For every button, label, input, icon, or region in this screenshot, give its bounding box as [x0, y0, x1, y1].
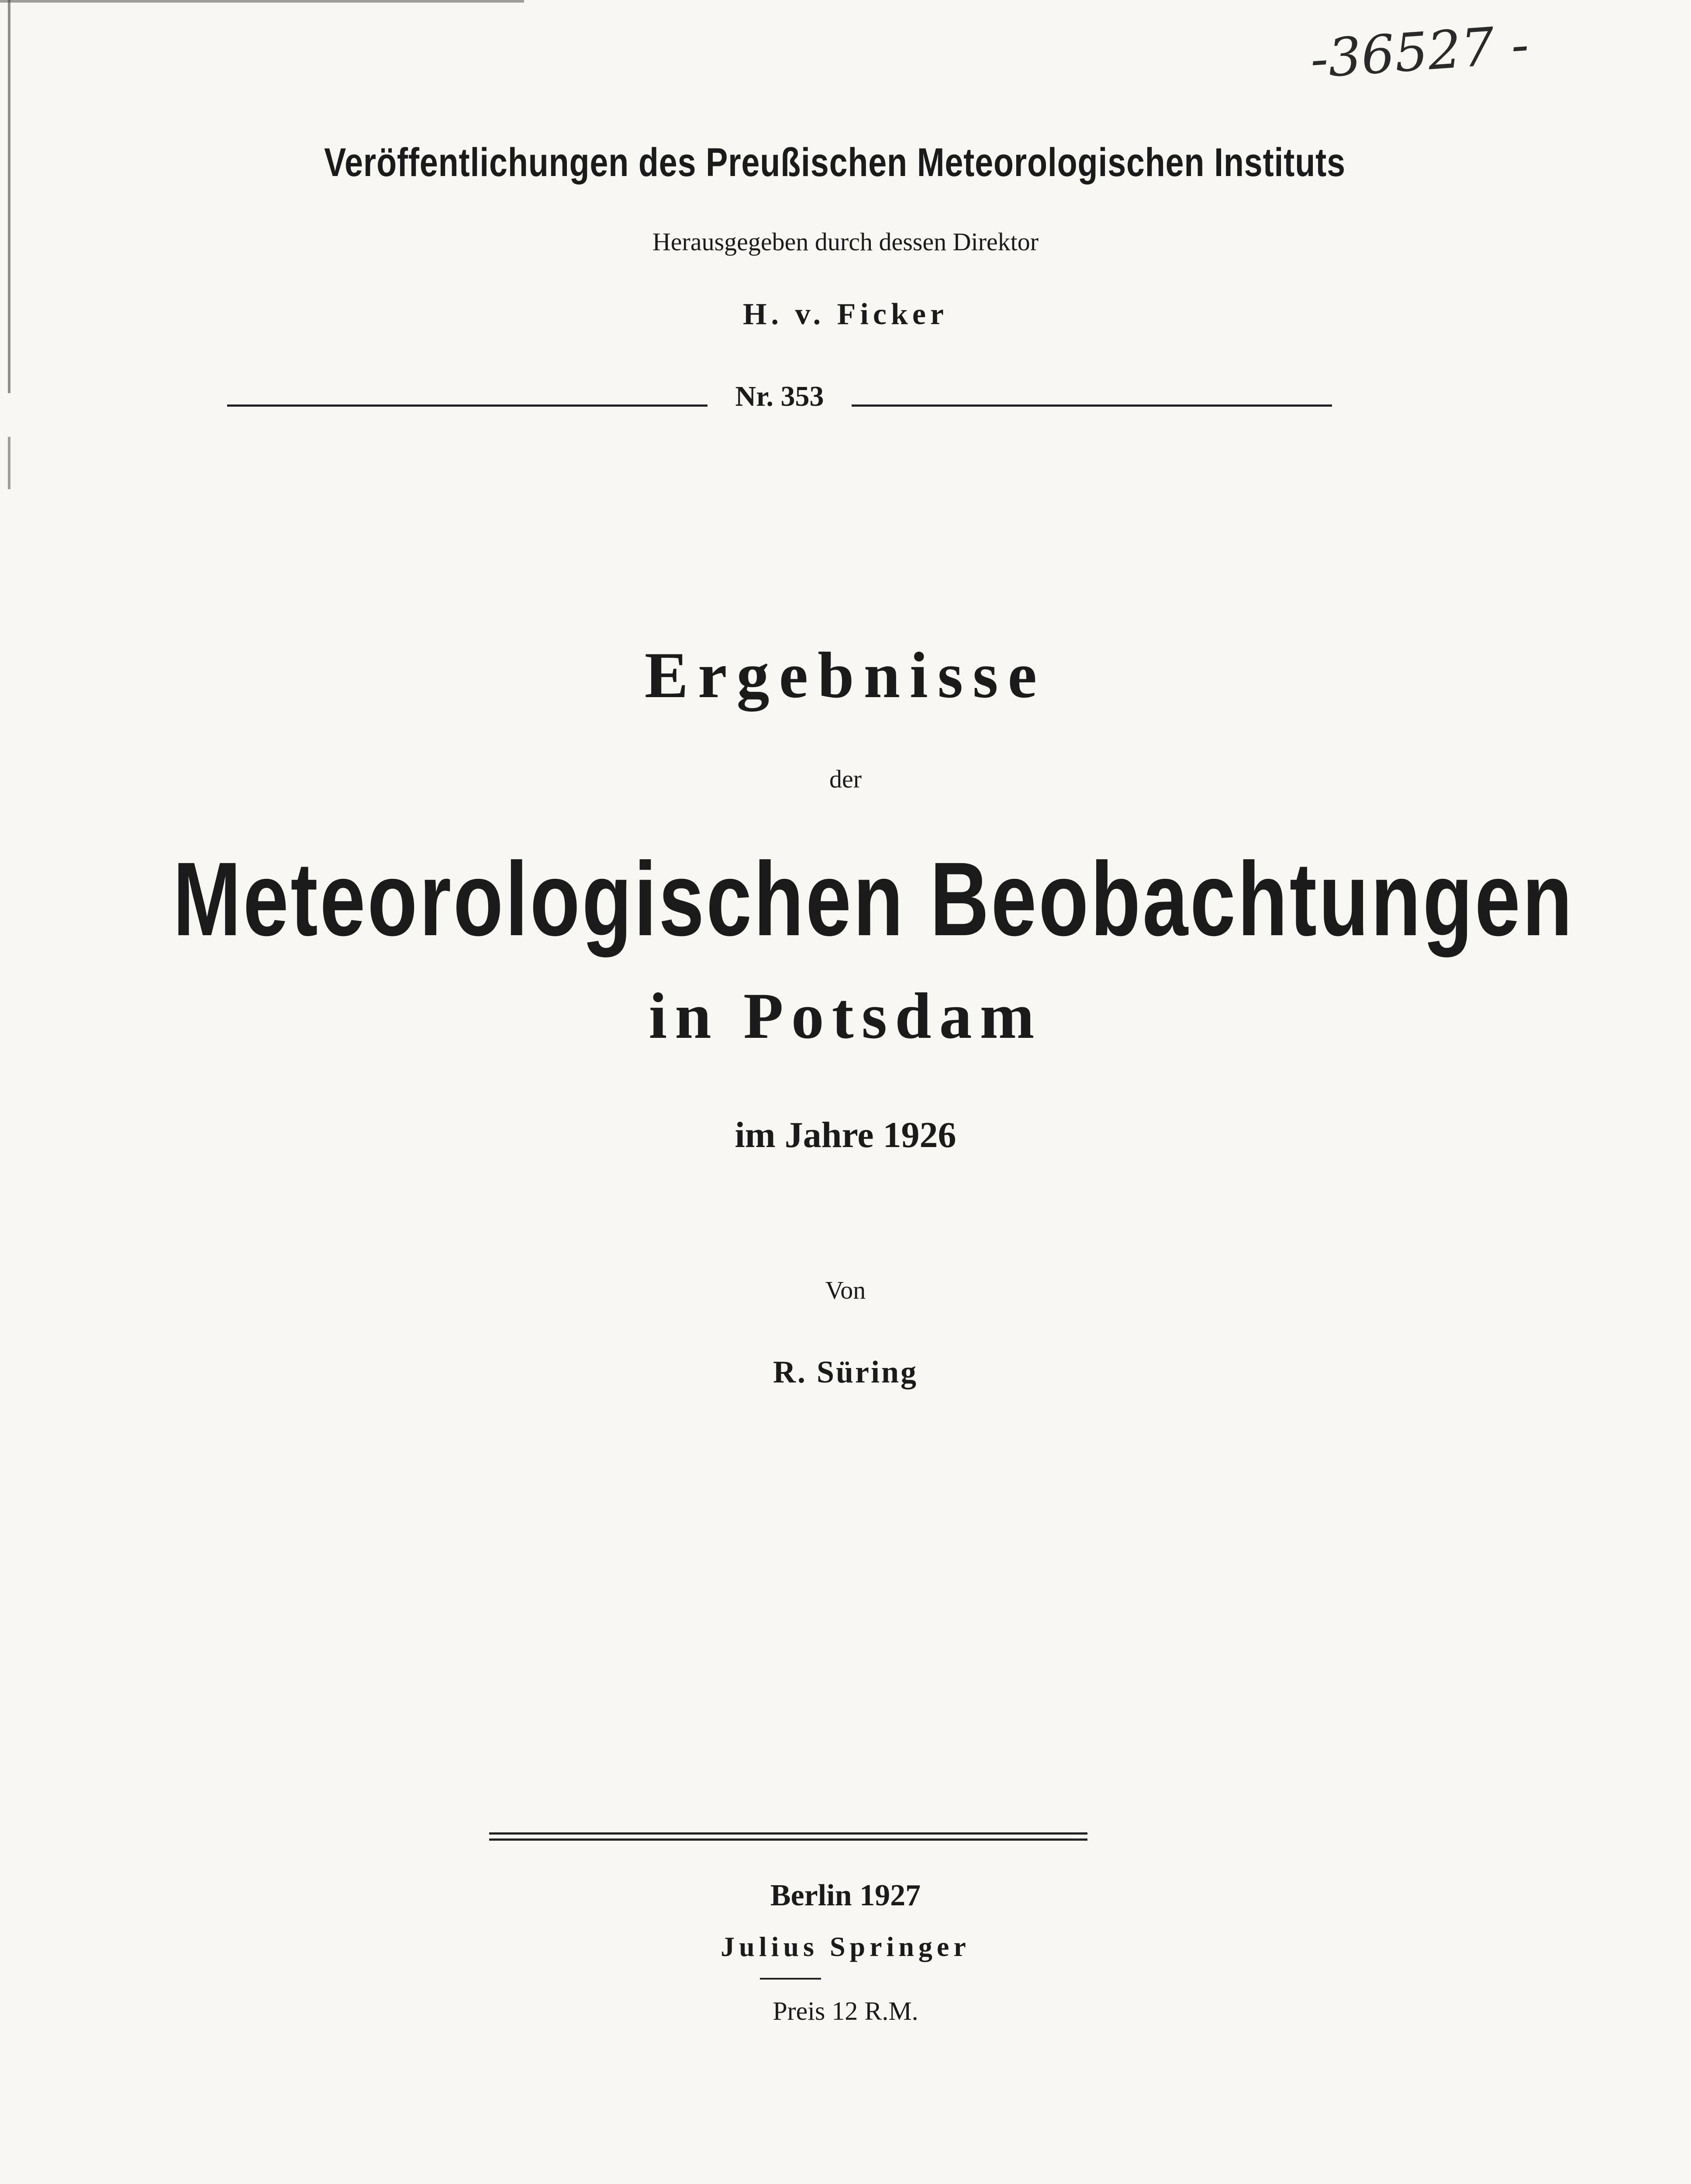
imprint-city-year: Berlin 1927: [770, 1879, 921, 1912]
author-name: R. Süring: [773, 1355, 918, 1389]
title-big: Meteorologischen Beobachtungen: [173, 840, 1574, 957]
series-title: Veröffentlichungen des Preußischen Meteorologischen Instituts: [324, 140, 1346, 185]
title-place: in Potsdam: [649, 980, 1042, 1052]
imprint-price: Preis 12 R.M.: [773, 1997, 918, 2025]
by-label: Von: [825, 1276, 866, 1304]
editor-name: H. v. Ficker: [743, 297, 948, 331]
series-number-row: [227, 380, 1332, 424]
imprint-publisher: Julius Springer: [721, 1931, 970, 1962]
number-rule-right: [852, 404, 1332, 407]
title-connector: der: [829, 765, 862, 793]
handwritten-accession-number: -36527 -: [1308, 14, 1531, 90]
page-edge-top: [0, 0, 524, 3]
editor-note: Herausgegeben durch dessen Direktor: [652, 228, 1039, 256]
imprint-rule-bottom: [489, 1838, 1087, 1841]
imprint-rule-top: [489, 1832, 1087, 1835]
title-year: im Jahre 1926: [735, 1115, 956, 1155]
series-number: Nr. 353: [735, 380, 824, 412]
imprint-short-rule: [760, 1978, 821, 1980]
title-main: Ergebnisse: [644, 639, 1047, 712]
imprint-double-rule: [489, 1832, 1087, 1841]
